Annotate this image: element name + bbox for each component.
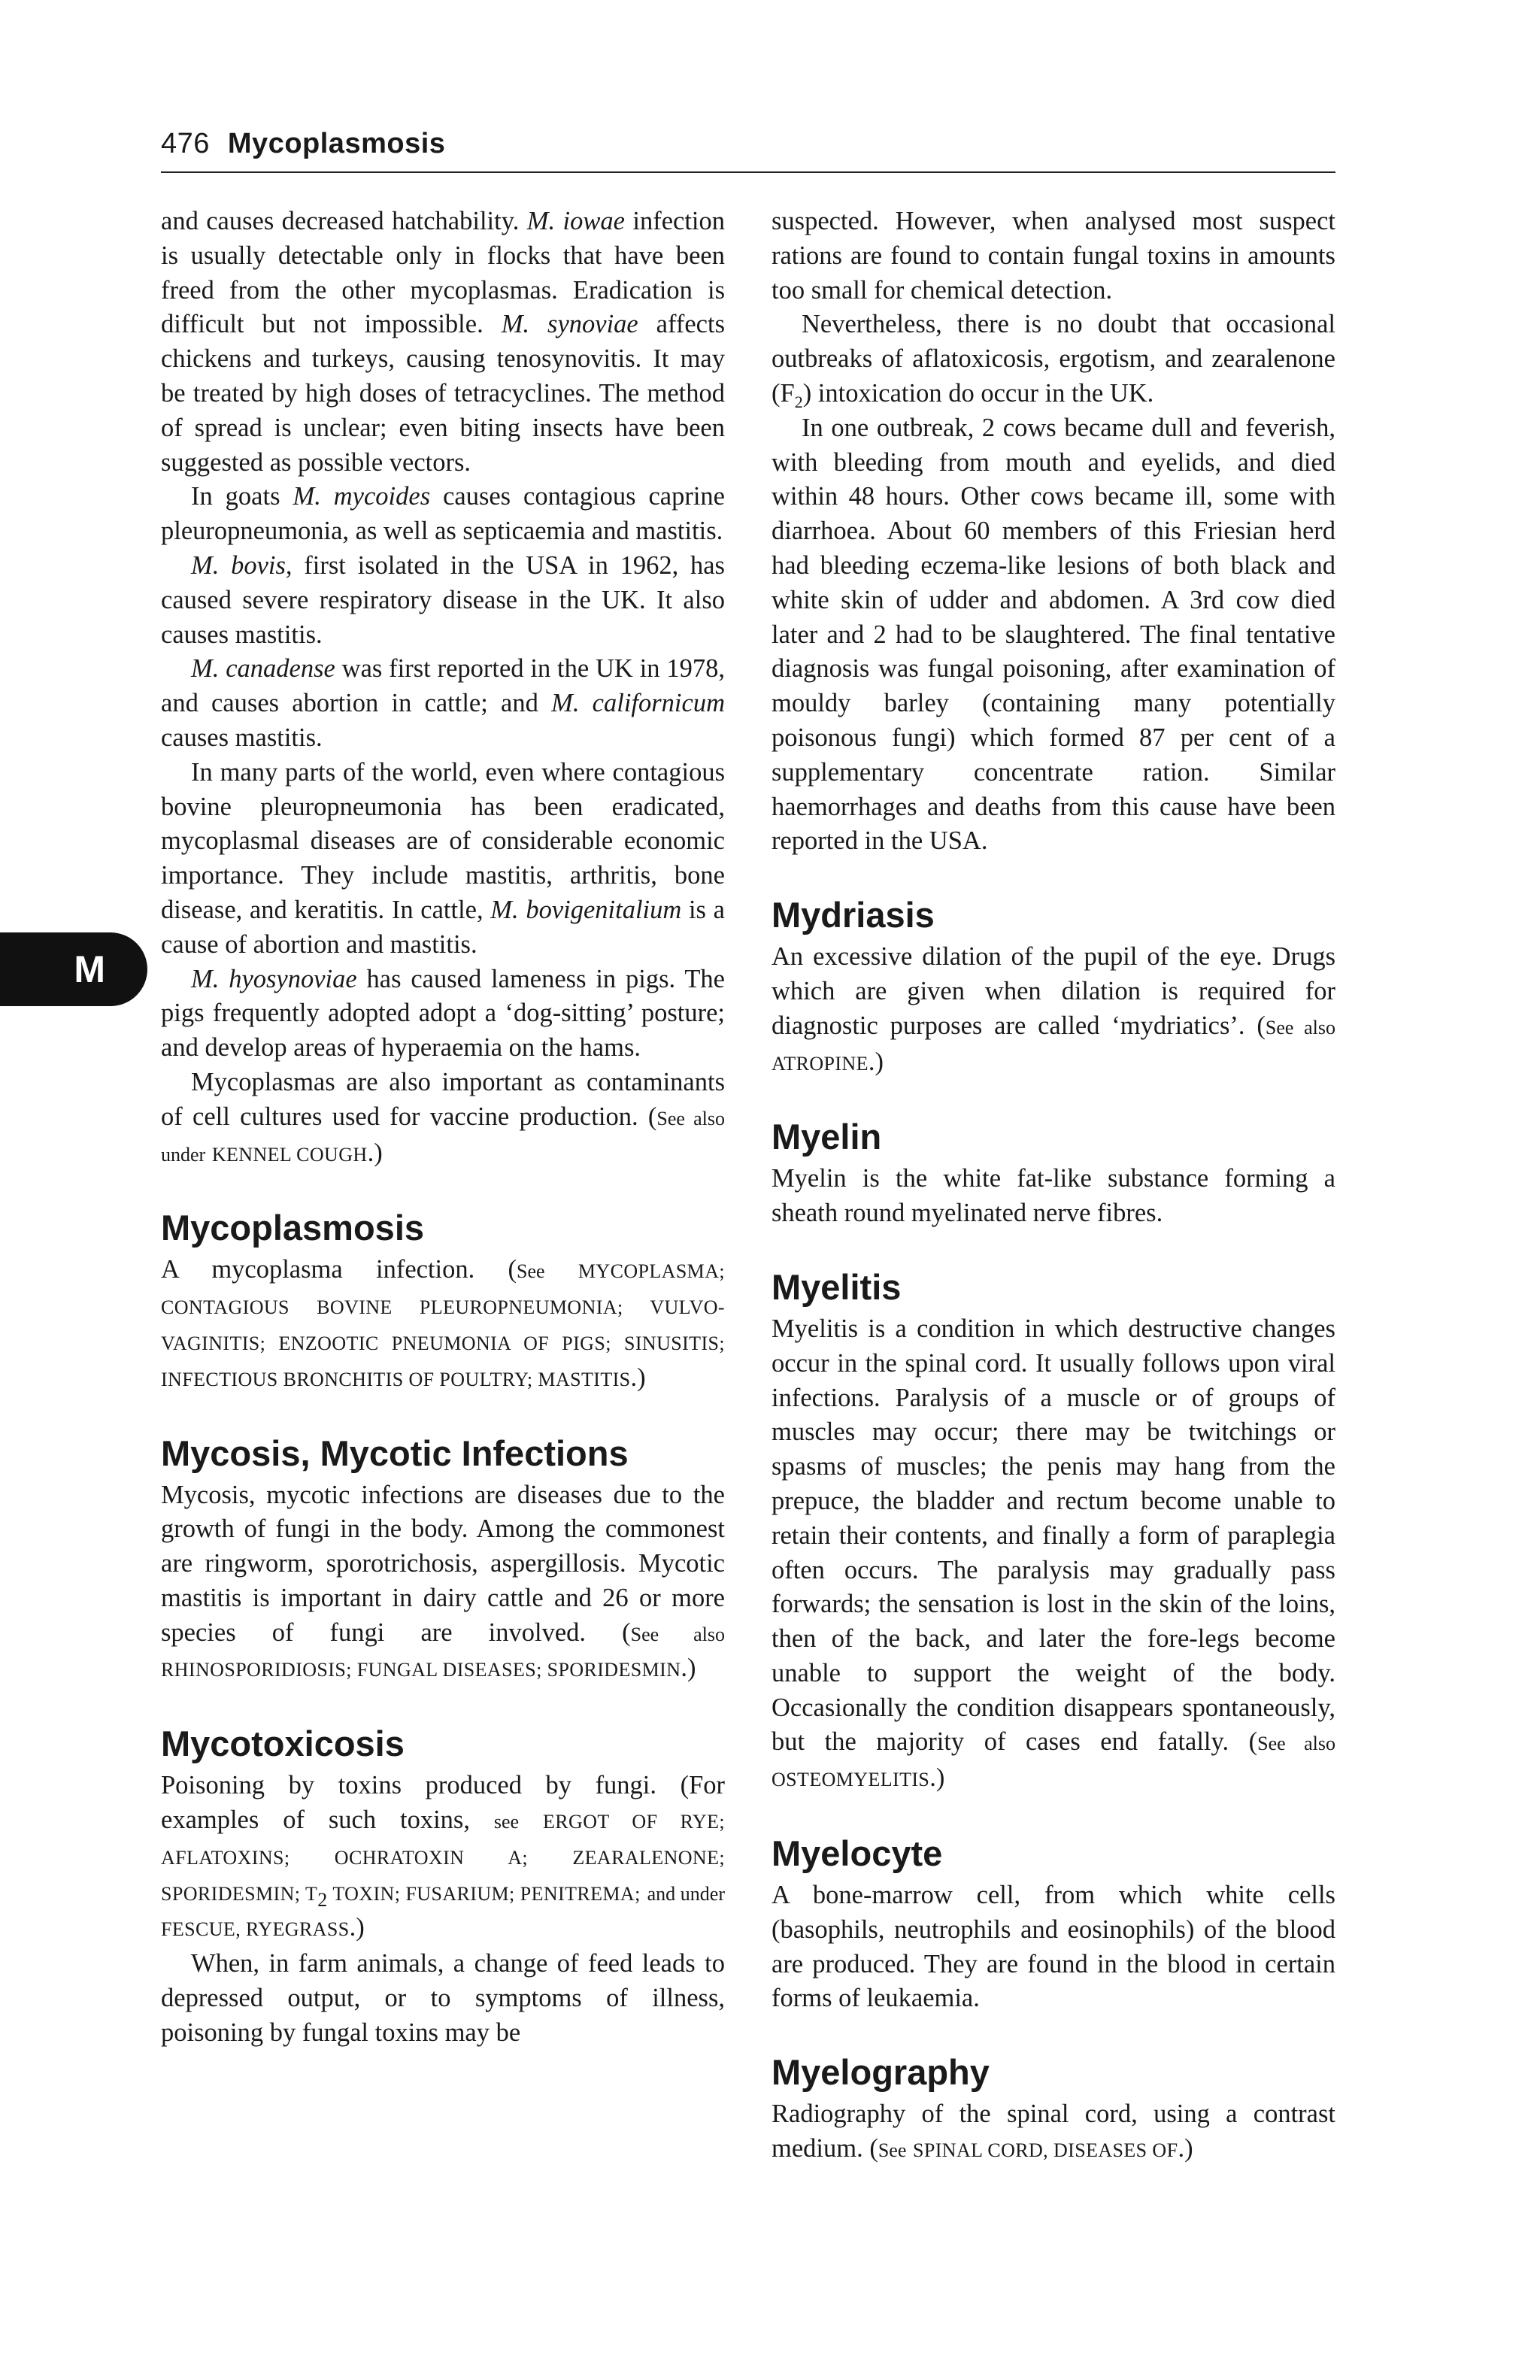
paragraph: M. canadense was first reported in the UK in 1978, and causes abortion in cattle; and M. californicum causes mastitis. <box>161 654 725 752</box>
entry-heading: Myelocyte <box>772 1833 943 1874</box>
header-rule <box>161 171 1335 173</box>
paragraph: Mycoplasmas are also important as contaminants of cell cultures used for vaccine production. (See also under KENNEL COUGH.) <box>161 1067 726 1167</box>
entry-body: Myelin is the white fat-like substance forming a sheath round myelinated nerve fibres. <box>772 1164 1335 1228</box>
thumb-index-tab <box>0 932 147 1006</box>
paragraph: When, in farm animals, a change of feed leads to depressed output, or to symptoms of illness, poisoning by fungal toxins may be <box>161 1949 725 2047</box>
entry-body: Mycosis, mycotic infections are diseases due to the growth of fungi in the body. Among the commonest are ringworm, sporotrichosis, aspergillosis. Mycotic mastitis is important in dairy cattle and 26 or more species of fungi are involved. (See also RHINOSPORIDIOSIS; FUNGAL DISEASES; SPORIDESMIN.) <box>161 1480 725 1683</box>
thumb-tab-letter: M <box>74 948 105 990</box>
entry-body: Radiography of the spinal cord, using a contrast medium. (See SPINAL CORD, DISEASES OF.) <box>772 2100 1335 2163</box>
entry-heading: Mydriasis <box>772 895 935 935</box>
paragraph: suspected. However, when analysed most suspect rations are found to contain fungal toxins in amounts too small for chemical detection. <box>772 207 1335 305</box>
paragraph: In goats M. mycoides causes contagious caprine pleuropneumonia, as well as septicaemia and mastitis. <box>161 482 725 546</box>
entry-heading: Mycotoxicosis <box>161 1724 405 1764</box>
entry-body: A bone-marrow cell, from which white cells (basophils, neutrophils and eosinophils) of the blood are produced. They are found in the blood in certain forms of leukaemia. <box>772 1881 1335 2013</box>
entry-heading: Myelitis <box>772 1266 902 1307</box>
left-column <box>161 205 725 2051</box>
running-head <box>161 128 1335 160</box>
paragraph: and causes decreased hatchability. M. iowae infection is usually detectable only in flocks that have been freed from the other mycoplasmas. Eradication is difficult but not impossible. M. synoviae affects chickens and turkeys, causing tenosynovitis. It may be treated by high doses of tetracyclines. The method of spread is unclear; even biting insects have been suggested as possible vectors. <box>161 207 725 477</box>
page-number: 476 <box>161 128 210 159</box>
entry-body: An excessive dilation of the pupil of the eye. Drugs which are given when dilation is required for diagnostic purposes are called ‘mydriatics’. (See also ATROPINE.) <box>772 942 1336 1076</box>
entry-heading: Mycoplasmosis <box>161 1208 425 1248</box>
paragraph: M. hyosynoviae has caused lameness in pigs. The pigs frequently adopted adopt a ‘dog-sitting’ posture; and develop areas of hyperaemia on the hams. <box>161 964 725 1063</box>
entry-heading: Myelin <box>772 1117 882 1157</box>
entry-heading: Mycosis, Mycotic Infections <box>161 1433 629 1473</box>
entry-body: Poisoning by toxins produced by fungi. (For examples of such toxins, see ERGOT OF RYE; AFLATOXINS; OCHRATOXIN A; ZEARALENONE; SPORIDESMIN; $T_2$ TOXIN; FUSARIUM; PENITREMA; and under FESCUE, RYEGRASS.) <box>161 1771 726 1942</box>
entry-body: Myelitis is a condition in which destructive changes occur in the spinal cord. It usually follows upon viral infections. Paralysis of a muscle or of groups of muscles may occur; there may be twitchings or spasms of muscles; the penis may hang from the prepuce, the bladder and rectum become unable to retain their contents, and finally a form of paraplegia often occurs. The paralysis may gradually pass forwards; the sensation is lost in the skin of the loins, then of the back, and later the fore-legs become unable to support the weight of the body. Occasionally the condition disappears spontaneously, but the majority of cases end fatally. (See also OSTEOMYELITIS.) <box>772 1314 1335 1793</box>
paragraph: In many parts of the world, even where contagious bovine pleuropneumonia has been eradicated, mycoplasmal diseases are of considerable economic importance. They include mastitis, arthritis, bone disease, and keratitis. In cattle, M. bovigenitalium is a cause of abortion and mastitis. <box>161 757 725 959</box>
paragraph: Nevertheless, there is no doubt that occasional outbreaks of aflatoxicosis, ergotism, and zearalenone $(F_2)$ intoxication do occur in the UK. <box>772 310 1335 411</box>
entry-heading: Myelography <box>772 2052 990 2093</box>
entry-body: A mycoplasma infection. (See MYCOPLASMA; CONTAGIOUS BOVINE PLEUROPNEUMONIA; VULVO-VAGINITIS; ENZOOTIC PNEUMONIA OF PIGS; SINUSITIS; INFECTIOUS BRONCHITIS OF POULTRY; MASTITIS.) <box>161 1255 725 1392</box>
right-column <box>772 205 1335 2168</box>
paragraph: In one outbreak, 2 cows became dull and feverish, with bleeding from mouth and eyelids, and died within 48 hours. Other cows became ill, some with diarrhoea. About 60 members of this Friesian herd had bleeding eczema-like lesions of both black and white skin of udder and abdomen. A 3rd cow died later and 2 had to be slaughtered. The final tentative diagnosis was fungal poisoning, after examination of mouldy barley (containing many potentially poisonous fungi) which formed 87 per cent of a supplementary concentrate ration. Similar haemorrhages and deaths from this cause have been reported in the USA. <box>772 413 1335 856</box>
paragraph: M. bovis, first isolated in the USA in 1962, has caused severe respiratory disease in the UK. It also causes mastitis. <box>161 550 725 649</box>
section-title: Mycoplasmosis <box>227 128 446 159</box>
